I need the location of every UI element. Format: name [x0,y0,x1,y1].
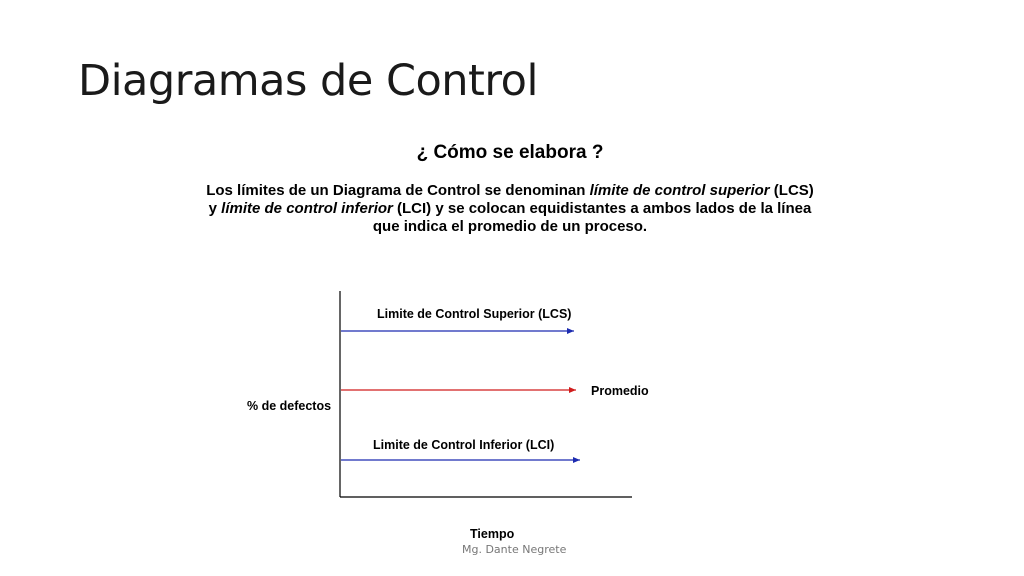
upper-control-limit-label: Limite de Control Superior (LCS) [377,307,572,321]
average-label: Promedio [591,384,649,398]
x-axis-label: Tiempo [470,527,515,541]
description-term-upper: límite de control superior [589,182,770,199]
slide-title: Diagramas de Control [78,56,538,106]
lower-control-limit-label: Limite de Control Inferior (LCI) [373,438,555,452]
description-text-1: Los límites de un Diagrama de Control se denominan [206,182,590,199]
description-text-2: (LCS) y [208,182,814,217]
y-axis-label: % de defectos [247,399,332,413]
footer-author: Mg. Dante Negrete [462,543,567,556]
description-text-3: (LCI) y se colocan equidistantes a ambos lados de la línea que indica el promedio de un proceso. [372,200,812,235]
subtitle: ¿ Cómo se elabora ? [416,142,604,163]
description-term-lower: límite de control inferior [221,200,393,217]
